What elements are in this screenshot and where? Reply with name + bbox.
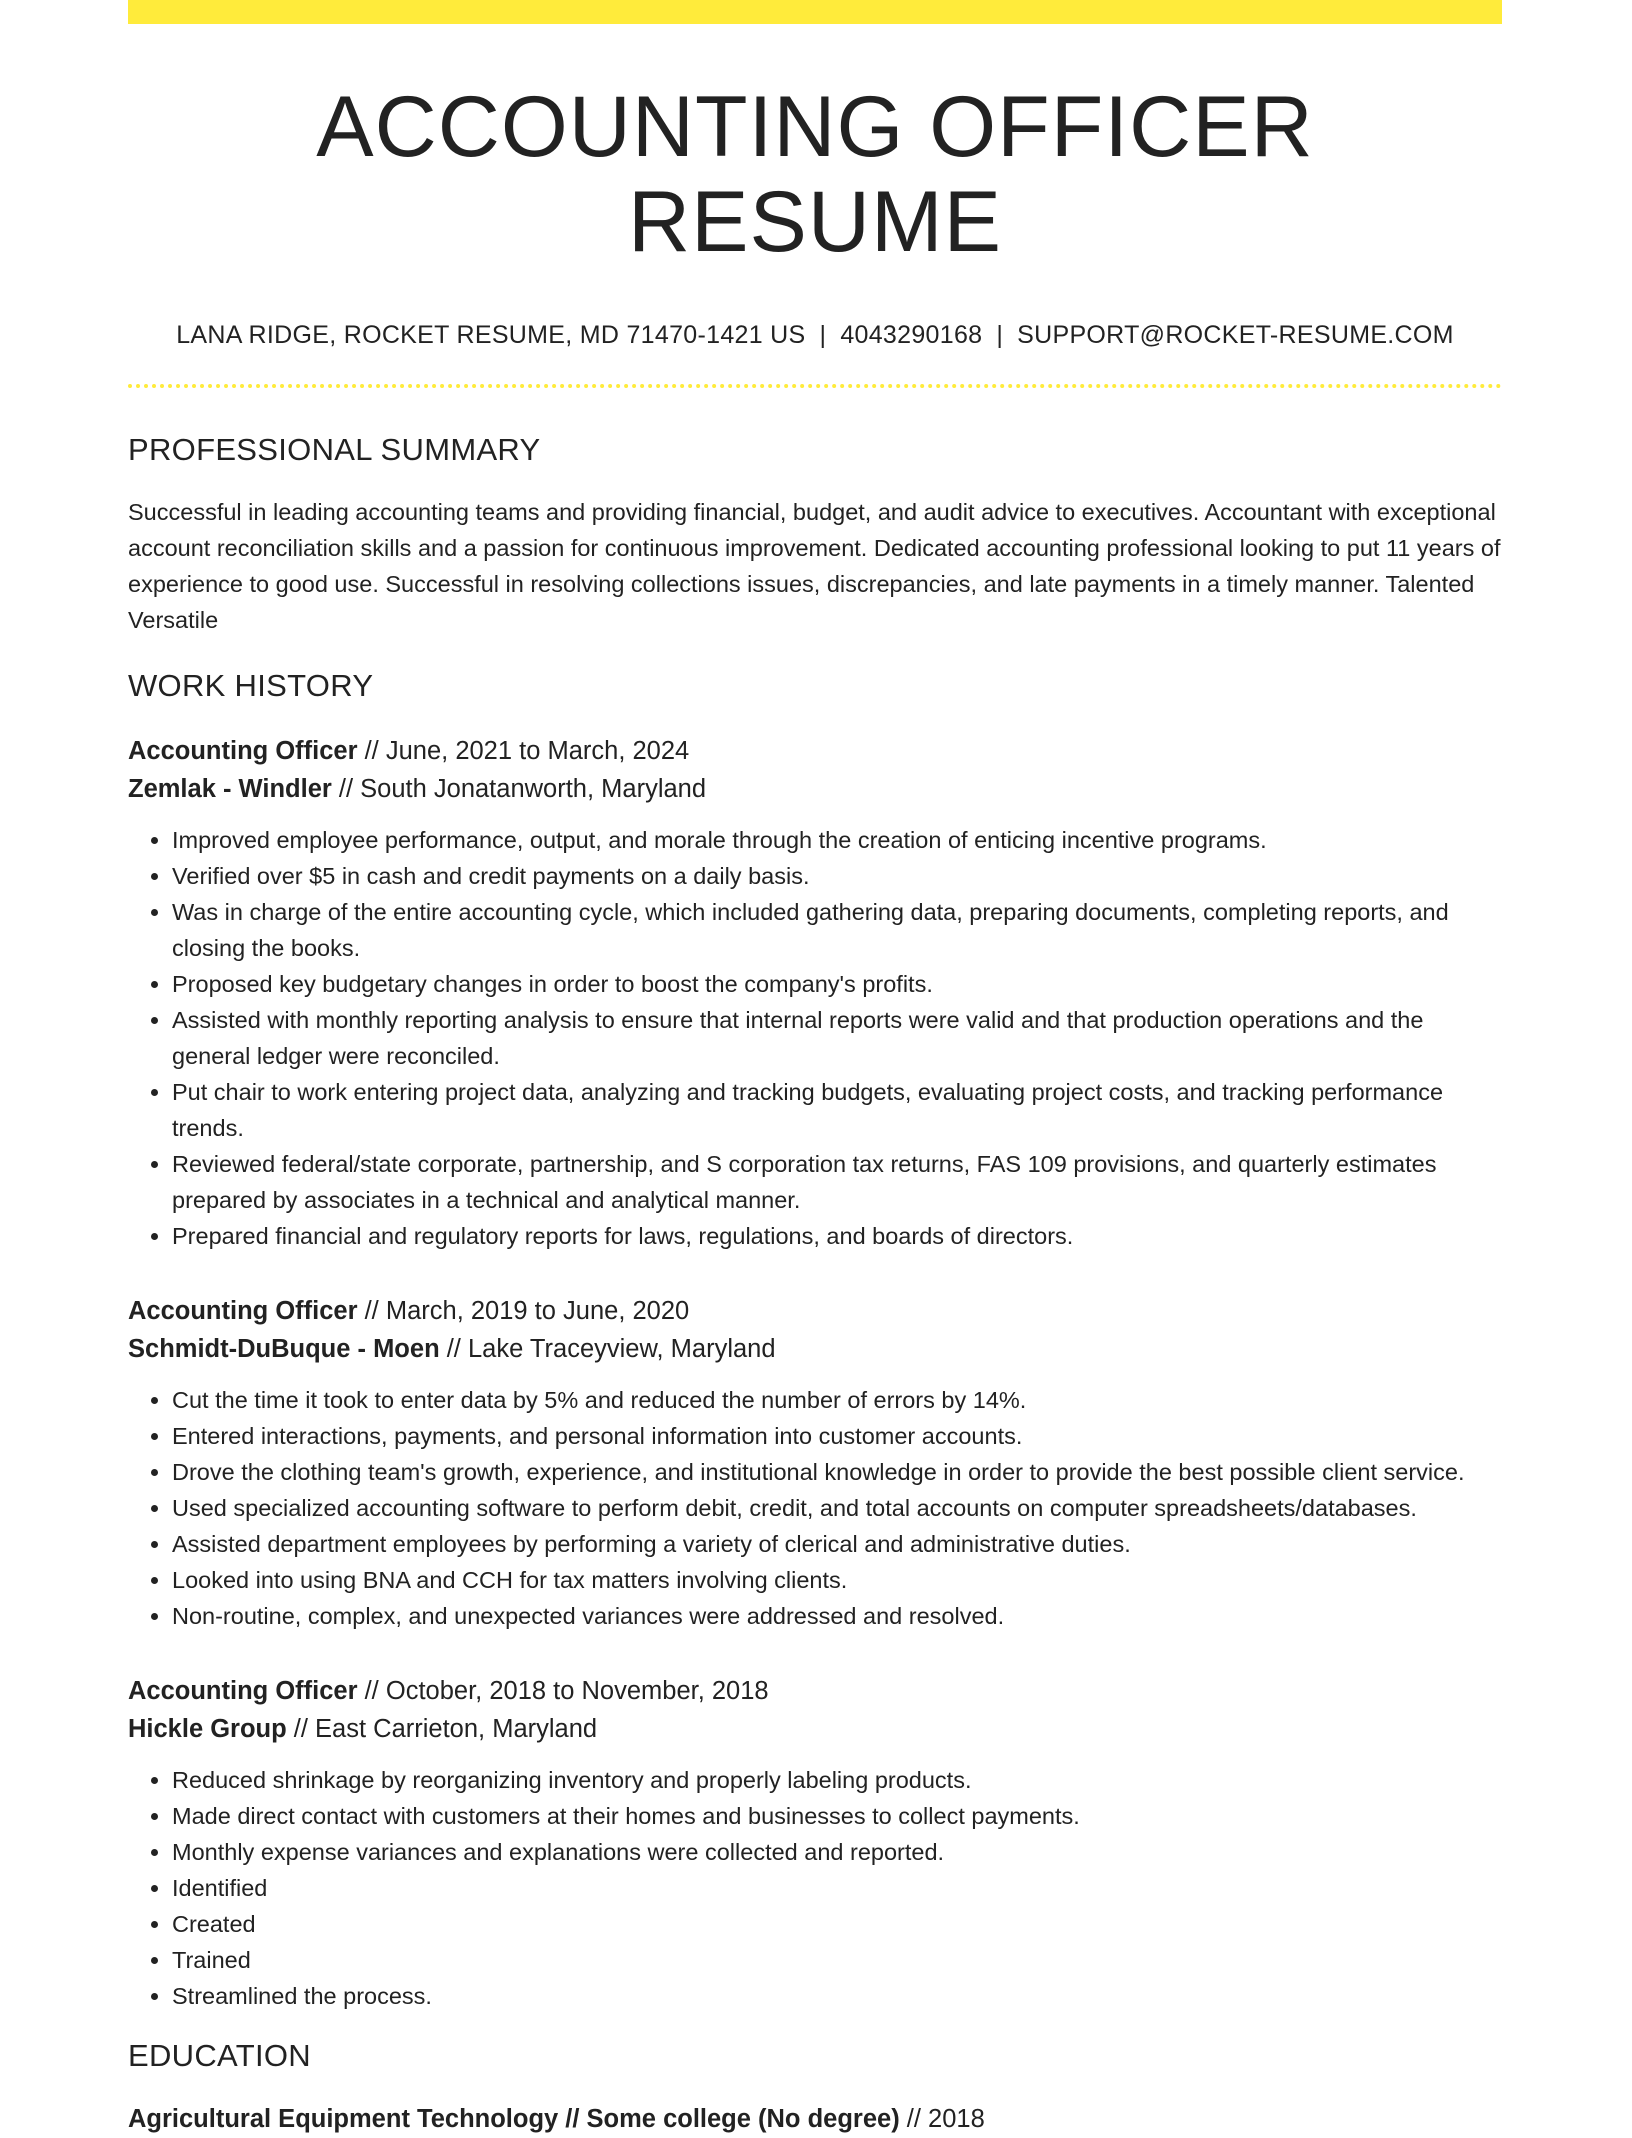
work-history-heading: WORK HISTORY bbox=[128, 668, 374, 704]
education-year: // 2018 bbox=[899, 2105, 985, 2134]
dotted-divider bbox=[128, 384, 1502, 388]
list-item: • Prepared financial and regulatory reports for laws, regulations, and boards of directors. bbox=[172, 1218, 1502, 1254]
education-heading: EDUCATION bbox=[128, 2038, 311, 2074]
list-item: • Reduced shrinkage by reorganizing inventory and properly labeling products. bbox=[172, 1762, 1502, 1798]
job-title-line bbox=[128, 1292, 1502, 1330]
job-company: Zemlak - Windler bbox=[128, 775, 332, 804]
list-item: • Identified bbox=[172, 1870, 1502, 1906]
job-dates: // October, 2018 to November, 2018 bbox=[357, 1677, 769, 1706]
contact-email: SUPPORT@ROCKET-RESUME.COM bbox=[1017, 321, 1454, 350]
job-entry bbox=[128, 1672, 1502, 2014]
education-entry bbox=[128, 2100, 1502, 2138]
job-bullets bbox=[128, 822, 1502, 1254]
job-entry bbox=[128, 1292, 1502, 1634]
education-degree: Agricultural Equipment Technology // Some college (No degree) bbox=[128, 2105, 900, 2134]
list-item: • Used specialized accounting software to perform debit, credit, and total accounts on computer spreadsheets/databases. bbox=[172, 1490, 1502, 1526]
contact-separator: | bbox=[996, 321, 1004, 350]
job-title: Accounting Officer bbox=[128, 1297, 358, 1326]
list-item: • Streamlined the process. bbox=[172, 1978, 1502, 2014]
accent-bar bbox=[128, 0, 1502, 24]
contact-phone: 4043290168 bbox=[840, 321, 983, 350]
job-location: // South Jonatanworth, Maryland bbox=[331, 775, 707, 804]
job-title: Accounting Officer bbox=[128, 737, 358, 766]
job-title: Accounting Officer bbox=[128, 1677, 358, 1706]
job-company-line bbox=[128, 770, 1502, 808]
list-item: • Drove the clothing team's growth, experience, and institutional knowledge in order to provide the best possible client service. bbox=[172, 1454, 1502, 1490]
job-company-line bbox=[128, 1330, 1502, 1368]
list-item: • Assisted department employees by performing a variety of clerical and administrative duties. bbox=[172, 1526, 1502, 1562]
list-item: • Was in charge of the entire accounting cycle, which included gathering data, preparing documents, completing reports, and closing the books. bbox=[172, 894, 1502, 966]
list-item: • Assisted with monthly reporting analysis to ensure that internal reports were valid and that production operations and the general ledger were reconciled. bbox=[172, 1002, 1502, 1074]
list-item: • Non-routine, complex, and unexpected variances were addressed and resolved. bbox=[172, 1598, 1502, 1634]
job-title-line bbox=[128, 1672, 1502, 1710]
job-dates: // June, 2021 to March, 2024 bbox=[357, 737, 690, 766]
list-item: • Proposed key budgetary changes in order to boost the company's profits. bbox=[172, 966, 1502, 1002]
job-entry bbox=[128, 732, 1502, 1254]
summary-text: Successful in leading accounting teams and providing financial, budget, and audit advice to executives. Accountant with exceptional account reconciliation skills and a passion for continuous improvement. Dedicated accounting professional looking to put 11 years of experience to good use. Successful in resolving collections issues, discrepancies, and late payments in a timely manner. Talented Versatile bbox=[128, 499, 1501, 634]
job-location: // Lake Traceyview, Maryland bbox=[439, 1335, 776, 1364]
list-item: • Made direct contact with customers at their homes and businesses to collect payments. bbox=[172, 1798, 1502, 1834]
list-item: • Created bbox=[172, 1906, 1502, 1942]
list-item: • Improved employee performance, output, and morale through the creation of enticing incentive programs. bbox=[172, 822, 1502, 858]
list-item: • Reviewed federal/state corporate, partnership, and S corporation tax returns, FAS 109 provisions, and quarterly estimates prepared by associates in a technical and analytical manner. bbox=[172, 1146, 1502, 1218]
job-bullets bbox=[128, 1382, 1502, 1634]
job-location: // East Carrieton, Maryland bbox=[286, 1715, 598, 1744]
list-item: • Trained bbox=[172, 1942, 1502, 1978]
job-title-line bbox=[128, 732, 1502, 770]
list-item: • Looked into using BNA and CCH for tax matters involving clients. bbox=[172, 1562, 1502, 1598]
contact-line bbox=[128, 321, 1502, 350]
summary-heading: PROFESSIONAL SUMMARY bbox=[128, 432, 541, 468]
resume-page bbox=[128, 0, 1502, 2138]
list-item: • Put chair to work entering project data, analyzing and tracking budgets, evaluating project costs, and tracking performance trends. bbox=[172, 1074, 1502, 1146]
resume-title: ACCOUNTING OFFICER RESUME bbox=[316, 79, 1314, 270]
list-item: • Cut the time it took to enter data by 5% and reduced the number of errors by 14%. bbox=[172, 1382, 1502, 1418]
job-dates: // March, 2019 to June, 2020 bbox=[357, 1297, 690, 1326]
contact-address: LANA RIDGE, ROCKET RESUME, MD 71470-1421 US bbox=[176, 321, 806, 350]
job-bullets bbox=[128, 1762, 1502, 2014]
list-item: • Entered interactions, payments, and personal information into customer accounts. bbox=[172, 1418, 1502, 1454]
job-company-line bbox=[128, 1710, 1502, 1748]
contact-separator: | bbox=[819, 321, 827, 350]
job-company: Schmidt-DuBuque - Moen bbox=[128, 1335, 440, 1364]
list-item: • Verified over $5 in cash and credit payments on a daily basis. bbox=[172, 858, 1502, 894]
list-item: • Monthly expense variances and explanations were collected and reported. bbox=[172, 1834, 1502, 1870]
job-company: Hickle Group bbox=[128, 1715, 287, 1744]
